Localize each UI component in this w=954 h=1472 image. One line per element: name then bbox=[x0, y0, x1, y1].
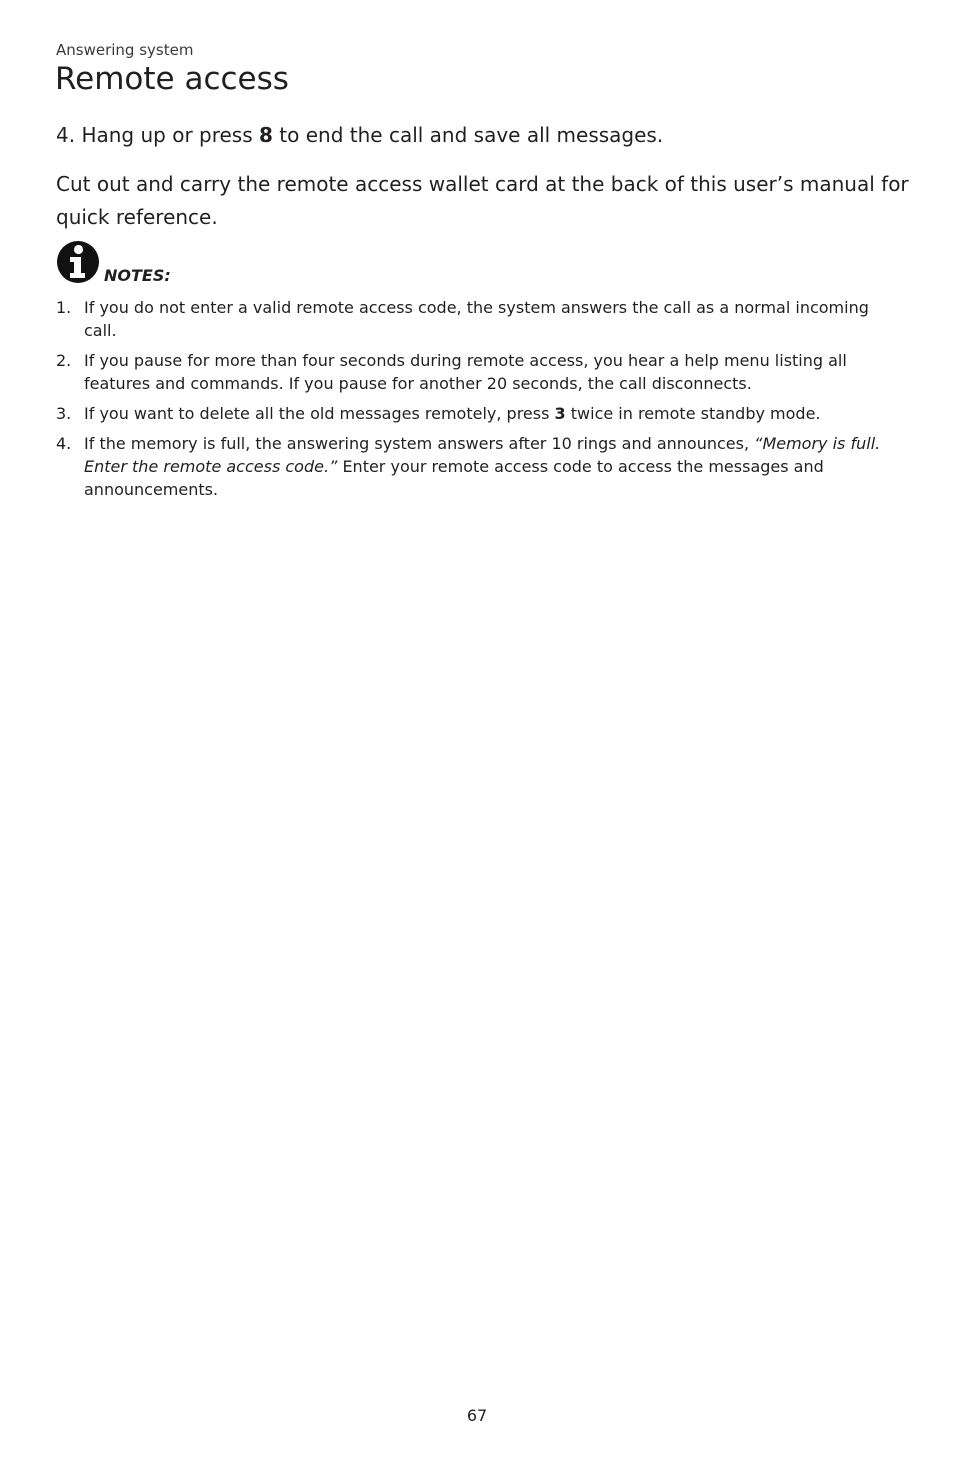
note-item bbox=[56, 349, 906, 395]
step-text-before: Hang up or press bbox=[81, 123, 253, 147]
page-title: Remote access bbox=[55, 61, 289, 97]
note-text-before: If you want to delete all the old messages remotely, press bbox=[84, 404, 550, 423]
note-item bbox=[56, 402, 906, 425]
note-number: 4. bbox=[56, 434, 72, 453]
note-number: 3. bbox=[56, 404, 72, 423]
step-text-after: to end the call and save all messages. bbox=[279, 123, 664, 147]
step-key: 8 bbox=[259, 123, 273, 147]
note-text-after: twice in remote standby mode. bbox=[570, 404, 821, 423]
step-number: 4. bbox=[56, 123, 76, 147]
notes-list bbox=[56, 296, 906, 508]
note-text-after: Enter your remote access code to access the messages and announcements. bbox=[84, 457, 824, 499]
notes-header bbox=[56, 240, 356, 286]
page-number: 67 bbox=[466, 1406, 488, 1425]
note-quote: “Memory is full. Enter the remote access code.” bbox=[84, 434, 881, 476]
note-item bbox=[56, 296, 906, 342]
step-4 bbox=[56, 121, 916, 149]
section-label: Answering system bbox=[56, 41, 194, 59]
note-item bbox=[56, 432, 906, 501]
info-icon bbox=[56, 240, 100, 284]
note-text-before: If the memory is full, the answering system answers after 10 rings and announces, bbox=[84, 434, 750, 453]
wallet-card-paragraph: Cut out and carry the remote access wallet card at the back of this user’s manual for quick reference. bbox=[56, 172, 909, 229]
note-number: 1. bbox=[56, 298, 72, 317]
note-text: If you pause for more than four seconds during remote access, you hear a help menu listing all features and commands. If you pause for another 20 seconds, the call disconnects. bbox=[84, 351, 847, 393]
notes-label: NOTES: bbox=[104, 266, 171, 285]
note-number: 2. bbox=[56, 351, 72, 370]
note-text: If you do not enter a valid remote access code, the system answers the call as a normal incoming call. bbox=[84, 298, 869, 340]
note-key: 3 bbox=[554, 404, 566, 423]
